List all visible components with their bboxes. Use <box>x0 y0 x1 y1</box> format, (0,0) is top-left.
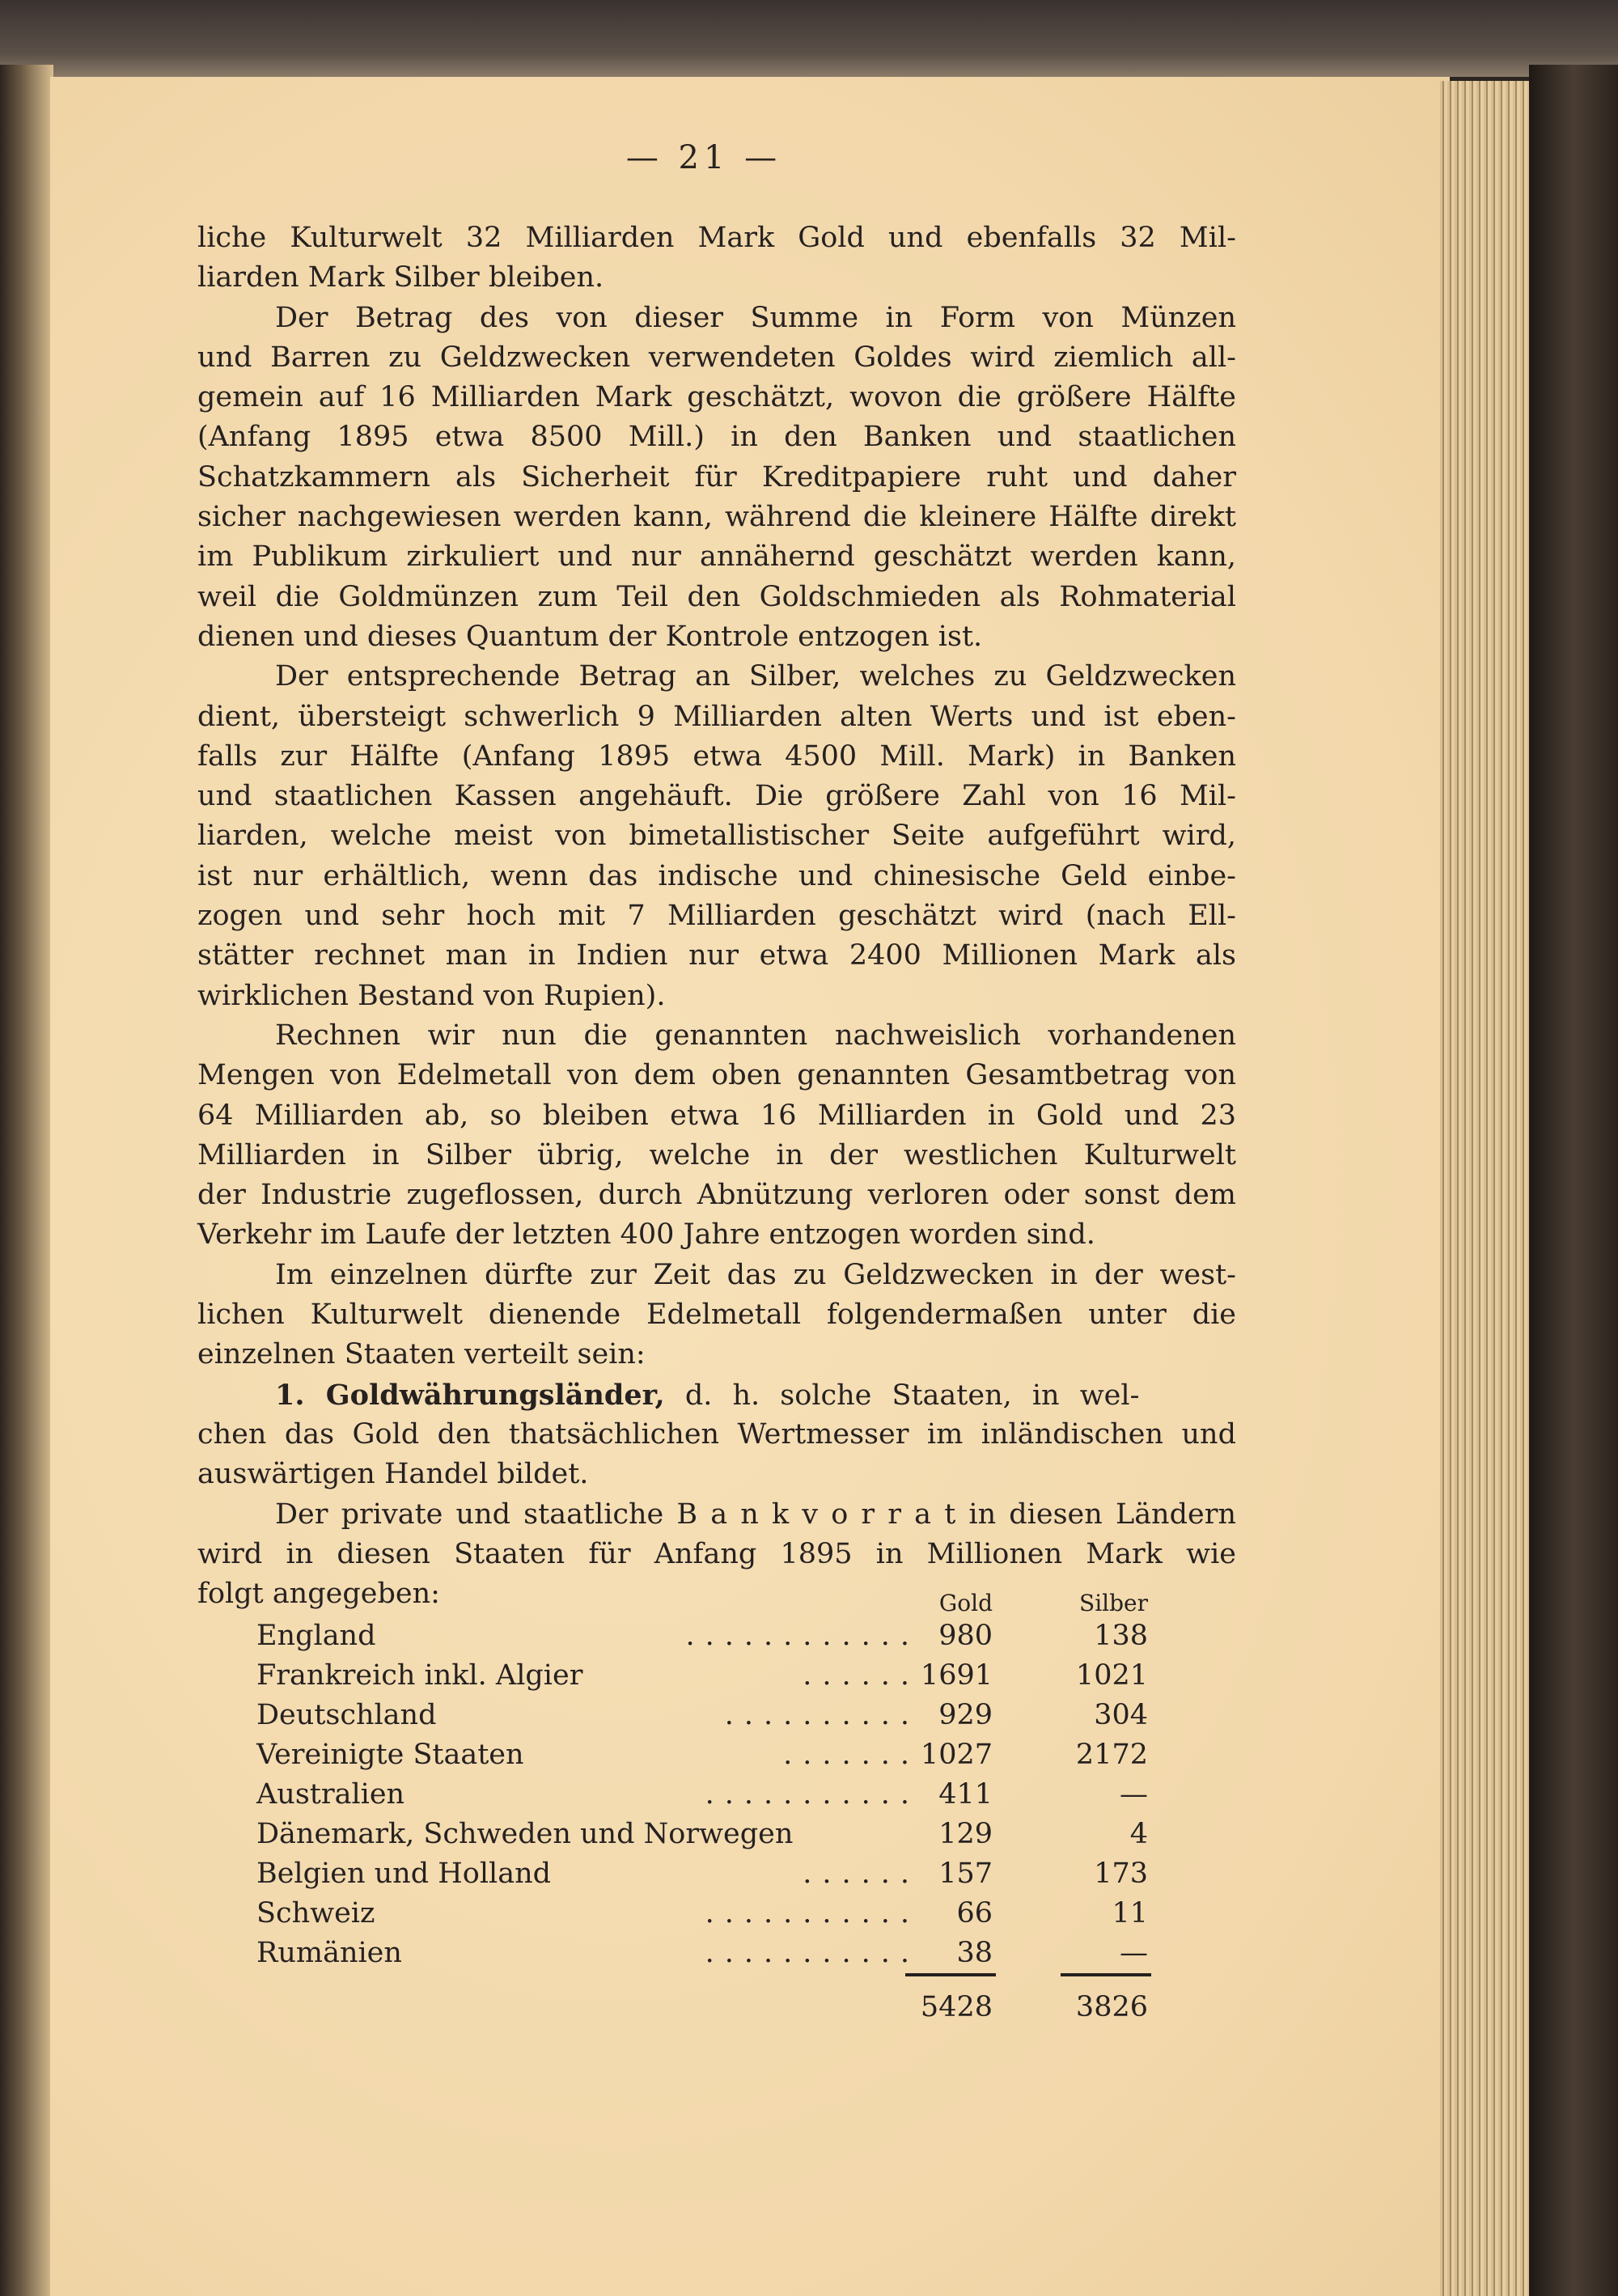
silber-value: 304 <box>1094 1699 1148 1731</box>
text-line: falls zur Hälfte (Anfang 1895 etwa 4500 Mill. Mark) in Banken <box>197 739 1236 773</box>
leader-dots: ........... <box>705 1778 920 1811</box>
gold-value: 1691 <box>920 1659 993 1692</box>
text-line: sicher nachgewiesen werden kann, während die kleinere Hälfte direkt <box>197 501 1236 534</box>
country-name: Dänemark, Schweden und Norwegen <box>256 1818 794 1850</box>
text-line: liche Kulturwelt 32 Milliarden Mark Gold und ebenfalls 32 Mil- <box>197 222 1236 254</box>
table-row <box>256 1775 1154 1815</box>
silber-value: 1021 <box>1075 1659 1148 1692</box>
text-line: Milliarden in Silber übrig, welche in der westlichen Kulturwelt <box>197 1138 1236 1171</box>
text-line: lichen Kulturwelt dienende Edelmetall folgendermaßen unter die <box>197 1298 1236 1332</box>
text-line: weil die Goldmünzen zum Teil den Goldschmieden als Rohmaterial <box>197 580 1236 613</box>
text-line: stätter rechnet man in Indien nur etwa 2400 Millionen Mark als <box>197 939 1236 972</box>
text-line: dienen und dieses Quantum der Kontrole entzogen ist. <box>197 620 983 653</box>
country-name: Schweiz <box>256 1897 375 1930</box>
text-line: Der Betrag des von dieser Summe in Form von Münzen <box>275 301 1236 334</box>
text-line: ist nur erhältlich, wenn das indische und chinesische Geld einbe- <box>197 859 1236 892</box>
text-line: und Barren zu Geldzwecken verwendeten Goldes wird ziemlich all- <box>197 341 1236 374</box>
gold-value: 980 <box>938 1620 993 1652</box>
bank-reserve-table <box>256 1584 1154 2027</box>
silber-value: — <box>1120 1937 1148 1969</box>
previous-page-edge <box>0 65 53 2296</box>
text-line: Mengen von Edelmetall von dem oben genannten Gesamtbetrag von <box>197 1059 1236 1092</box>
text-line: dient, übersteigt schwerlich 9 Milliarden alten Werts und ist eben- <box>197 700 1236 733</box>
page-number: — 21 — <box>625 139 782 176</box>
silber-value: 11 <box>1112 1897 1148 1930</box>
body-text <box>197 218 1236 1614</box>
silber-value: 173 <box>1094 1858 1148 1890</box>
table-row <box>256 1815 1154 1854</box>
country-name: Belgien und Holland <box>256 1858 552 1890</box>
gold-value: 66 <box>956 1897 993 1930</box>
page-edges <box>1440 81 1533 2296</box>
leader-dots: ....... <box>783 1739 920 1771</box>
table-row <box>256 1854 1154 1894</box>
leader-dots: .......... <box>724 1699 920 1731</box>
text-line: der Industrie zugeflossen, durch Abnützung verloren oder sonst dem <box>197 1179 1236 1212</box>
totals-row <box>256 1988 1154 2027</box>
text-line: liarden Mark Silber bleiben. <box>197 261 604 294</box>
gold-value: 157 <box>938 1858 993 1890</box>
line-text: d. h. solche Staaten, in wel- <box>664 1379 1140 1412</box>
text-line: Der entsprechende Betrag an Silber, welches zu Geldzwecken <box>275 660 1236 693</box>
table-header <box>256 1584 1154 1616</box>
book-cover-right <box>1529 65 1618 2296</box>
table-row <box>256 1735 1154 1775</box>
table-row <box>256 1934 1154 1973</box>
country-name: Frankreich inkl. Algier <box>256 1659 583 1692</box>
text-line <box>197 1375 1236 1415</box>
book-cover-top <box>0 0 1618 77</box>
leader-dots: ...... <box>803 1858 920 1890</box>
text-line: zogen und sehr hoch mit 7 Milliarden geschätzt wird (nach Ell- <box>197 900 1236 933</box>
text-line: auswärtigen Handel bildet. <box>197 1458 589 1491</box>
total-gold: 5428 <box>920 1991 993 2023</box>
gold-value: 411 <box>938 1778 993 1811</box>
text-line: Der private und staatliche B a n k v o r r a t in diesen Ländern <box>275 1497 1236 1531</box>
header-silber: Silber <box>1079 1590 1148 1616</box>
text-line: und staatlichen Kassen angehäuft. Die größere Zahl von 16 Mil- <box>197 780 1236 813</box>
header-gold: Gold <box>938 1590 993 1616</box>
leader-dots: ........... <box>705 1897 920 1930</box>
text-line: folgt angegeben: <box>197 1578 440 1611</box>
total-silber: 3826 <box>1075 1991 1148 2023</box>
leader-dots: ............ <box>685 1620 920 1652</box>
text-line: Schatzkammern als Sicherheit für Kreditpapiere ruht und daher <box>197 460 1236 494</box>
table-row <box>256 1894 1154 1934</box>
leader-dots: ...... <box>803 1659 920 1692</box>
text-line: wird in diesen Staaten für Anfang 1895 in Millionen Mark wie <box>197 1537 1236 1570</box>
country-name: Deutschland <box>256 1699 437 1731</box>
text-line: 64 Milliarden ab, so bleiben etwa 16 Milliarden in Gold und 23 <box>197 1099 1236 1132</box>
text-line: liarden, welche meist von bimetallistischer Seite aufgeführt wird, <box>197 820 1236 853</box>
country-name: Vereinigte Staaten <box>256 1739 524 1771</box>
gold-value: 929 <box>938 1699 993 1731</box>
silber-value: 138 <box>1094 1620 1148 1652</box>
country-name: Australien <box>256 1778 405 1811</box>
silber-value: — <box>1120 1778 1148 1811</box>
silber-value: 2172 <box>1075 1739 1148 1771</box>
text-line: wirklichen Bestand von Rupien). <box>197 979 666 1012</box>
table-row <box>256 1616 1154 1656</box>
text-line: Im einzelnen dürfte zur Zeit das zu Geldzwecken in der west- <box>275 1258 1236 1291</box>
silber-value: 4 <box>1129 1818 1148 1850</box>
text-line: Rechnen wir nun die genannten nachweislich vorhandenen <box>275 1019 1236 1052</box>
text-line: chen das Gold den thatsächlichen Wertmesser im inländischen und <box>197 1417 1236 1451</box>
sum-rule-silber <box>1061 1973 1151 1976</box>
country-name: England <box>256 1620 376 1652</box>
text-line: Verkehr im Laufe der letzten 400 Jahre entzogen worden sind. <box>197 1218 1095 1252</box>
table-row <box>256 1696 1154 1735</box>
text-line: (Anfang 1895 etwa 8500 Mill.) in den Banken und staatlichen <box>197 421 1236 454</box>
text-line: einzelnen Staaten verteilt sein: <box>197 1338 646 1371</box>
section-heading: 1. Goldwährungsländer, <box>275 1378 665 1412</box>
gold-value: 129 <box>938 1818 993 1850</box>
text-line: im Publikum zirkuliert und nur annähernd geschätzt werden kann, <box>197 540 1236 574</box>
leader-dots: ........... <box>705 1937 920 1969</box>
table-row <box>256 1656 1154 1696</box>
sum-rule-gold <box>905 1973 996 1976</box>
country-name: Rumänien <box>256 1937 402 1969</box>
gold-value: 1027 <box>920 1739 993 1771</box>
text-line: gemein auf 16 Milliarden Mark geschätzt, wovon die größere Hälfte <box>197 381 1236 414</box>
gold-value: 38 <box>956 1937 993 1969</box>
